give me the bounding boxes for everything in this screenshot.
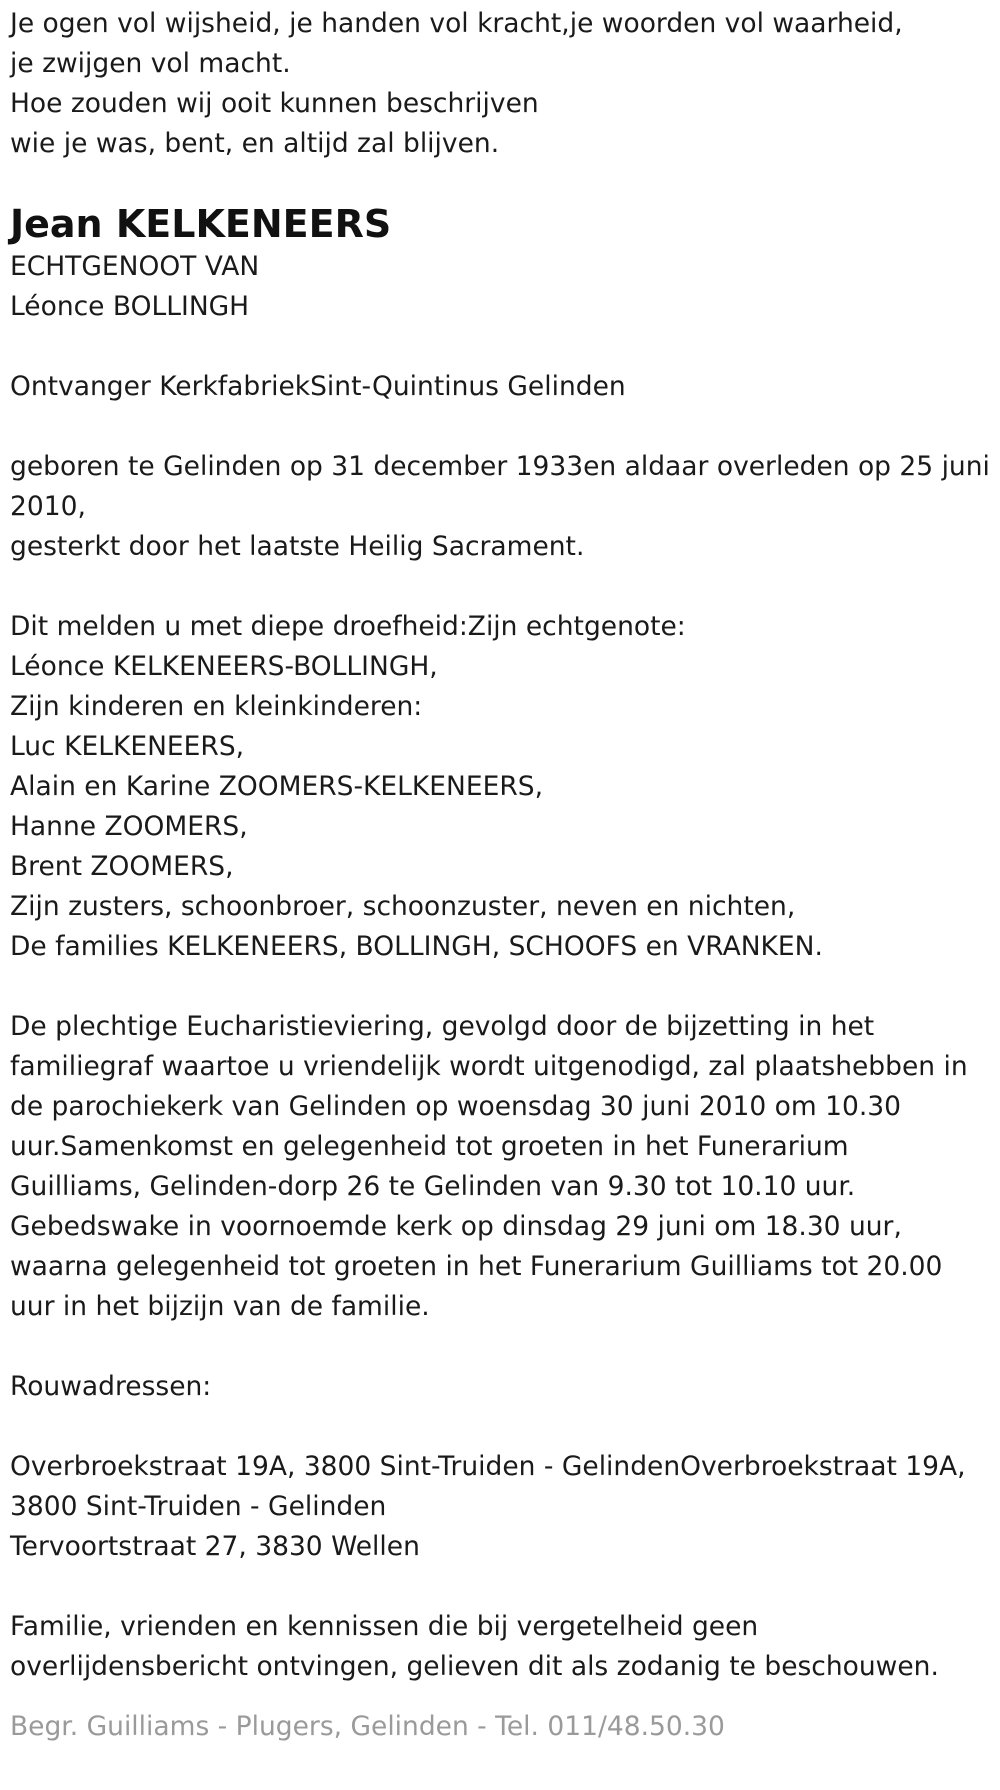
closing-line: Familie, vrienden en kennissen die bij vergetelheid geen [10, 1611, 759, 1642]
birth-death-line: gesterkt door het laatste Heilig Sacrament. [10, 531, 585, 562]
ceremony-line: Gebedswake in voornoemde kerk op dinsdag 29 juni om 18.30 uur, [10, 1211, 902, 1242]
spacer [10, 327, 990, 367]
spacer [10, 407, 990, 447]
ceremony-line: familiegraf waartoe u vriendelijk wordt uitgenodigd, zal plaatshebben in [10, 1051, 968, 1082]
spacer [10, 967, 990, 1007]
poem-line: Je ogen vol wijsheid, je handen vol kracht,je woorden vol waarheid, [10, 8, 903, 39]
poem-line: Hoe zouden wij ooit kunnen beschrijven [10, 88, 539, 119]
ceremony-line: uur in het bijzijn van de familie. [10, 1291, 430, 1322]
ceremony-line: waarna gelegenheid tot groeten in het Funerarium Guilliams tot 20.00 [10, 1251, 943, 1282]
poem-block [10, 0, 990, 164]
addresses-heading: Rouwadressen: [10, 1371, 212, 1402]
spouse-name: Léonce BOLLINGH [10, 291, 250, 322]
deceased-name: Jean KELKENEERS [10, 202, 392, 246]
family-line: Hanne ZOOMERS, [10, 811, 248, 842]
spacer [10, 1407, 990, 1447]
address-line: Tervoortstraat 27, 3830 Wellen [10, 1531, 420, 1562]
addresses-block [10, 1447, 990, 1567]
ceremony-line: uur.Samenkomst en gelegenheid tot groeten in het Funerarium [10, 1131, 849, 1162]
birth-death-line: geboren te Gelinden op 31 december 1933en aldaar overleden op 25 juni [10, 451, 990, 482]
family-line: Luc KELKENEERS, [10, 731, 245, 762]
address-line: Overbroekstraat 19A, 3800 Sint-Truiden - GelindenOverbroekstraat 19A, [10, 1451, 966, 1482]
poem-line: wie je was, bent, en altijd zal blijven. [10, 128, 500, 159]
family-line: Alain en Karine ZOOMERS-KELKENEERS, [10, 771, 544, 802]
closing-line: overlijdensbericht ontvingen, gelieven dit als zodanig te beschouwen. [10, 1651, 939, 1682]
spacer [10, 567, 990, 607]
family-line: Zijn zusters, schoonbroer, schoonzuster, neven en nichten, [10, 891, 796, 922]
family-block [10, 607, 990, 967]
ceremony-block [10, 1007, 990, 1327]
family-line: Brent ZOOMERS, [10, 851, 234, 882]
family-line: De families KELKENEERS, BOLLINGH, SCHOOFS en VRANKEN. [10, 931, 823, 962]
family-line: Dit melden u met diepe droefheid:Zijn echtgenote: [10, 611, 686, 642]
address-line: 3800 Sint-Truiden - Gelinden [10, 1491, 387, 1522]
family-line: Léonce KELKENEERS-BOLLINGH, [10, 651, 438, 682]
birth-death-line: 2010, [10, 491, 86, 522]
poem-line: je zwijgen vol macht. [10, 48, 291, 79]
birth-death-block [10, 447, 990, 567]
ceremony-line: De plechtige Eucharistieviering, gevolgd door de bijzetting in het [10, 1011, 875, 1042]
spacer [10, 1567, 990, 1607]
role-line: Ontvanger KerkfabriekSint-Quintinus Gelinden [10, 371, 626, 402]
family-line: Zijn kinderen en kleinkinderen: [10, 691, 423, 722]
funeral-home-footer: Begr. Guilliams - Plugers, Gelinden - Tel. 011/48.50.30 [10, 1711, 725, 1742]
relation-label: ECHTGENOOT VAN [10, 251, 260, 282]
ceremony-line: de parochiekerk van Gelinden op woensdag 30 juni 2010 om 10.30 [10, 1091, 901, 1122]
ceremony-line: Guilliams, Gelinden-dorp 26 te Gelinden van 9.30 tot 10.10 uur. [10, 1171, 856, 1202]
closing-block [10, 1607, 990, 1687]
spacer [10, 1327, 990, 1367]
